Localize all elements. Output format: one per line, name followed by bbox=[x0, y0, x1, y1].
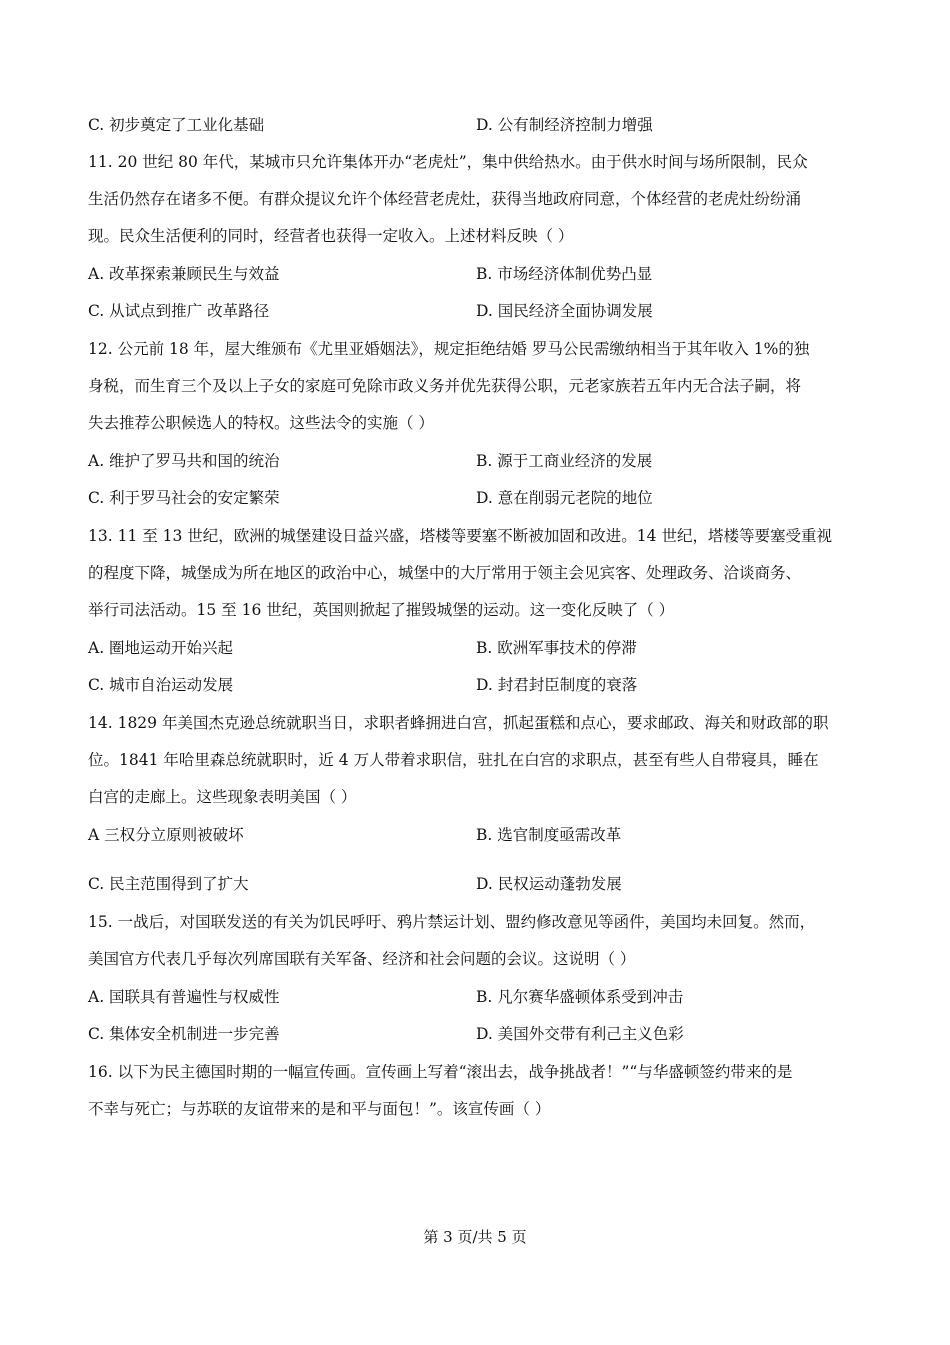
q11-option-b: B. 市场经济体制优势凸显 bbox=[476, 265, 653, 283]
q11-stem-line-3: 现。民众生活便利的同时，经营者也获得一定收入。上述材料反映（ ） bbox=[88, 227, 574, 245]
q12-stem-line-3: 失去推荐公职候选人的特权。这些法令的实施（ ） bbox=[88, 414, 434, 432]
q11-option-c: C. 从试点到推广 改革路径 bbox=[88, 302, 270, 320]
q15-option-a: A. 国联具有普遍性与权威性 bbox=[88, 988, 280, 1006]
page-number-footer: 第 3 页/共 5 页 bbox=[423, 1228, 527, 1246]
q12-stem-line-2: 身税，而生育三个及以上子女的家庭可免除市政义务并优先获得公职，元老家族若五年内无合法子嗣，将 bbox=[88, 377, 802, 395]
q14-option-d: D. 民权运动蓬勃发展 bbox=[476, 875, 622, 893]
q15-option-d: D. 美国外交带有利己主义色彩 bbox=[476, 1025, 684, 1043]
q12-option-d: D. 意在削弱元老院的地位 bbox=[476, 489, 653, 507]
q14-stem-line-3: 白宫的走廊上。这些现象表明美国（ ） bbox=[88, 788, 357, 806]
q16-stem-line-1: 16. 以下为民主德国时期的一幅宣传画。宣传画上写着“滚出去，战争挑战者！”“与华盛顿签约带来的是 bbox=[88, 1063, 793, 1081]
q12-option-b: B. 源于工商业经济的发展 bbox=[476, 452, 653, 470]
q15-option-b: B. 凡尔赛华盛顿体系受到冲击 bbox=[476, 988, 684, 1006]
q15-stem-line-2: 美国官方代表几乎每次列席国联有关军备、经济和社会问题的会议。这说明（ ） bbox=[88, 950, 636, 968]
q16-stem-line-2: 不幸与死亡；与苏联的友谊带来的是和平与面包！”。该宣传画（ ） bbox=[88, 1100, 551, 1118]
q13-option-c: C. 城市自治运动发展 bbox=[88, 676, 234, 694]
q12-option-a: A. 维护了罗马共和国的统治 bbox=[88, 452, 280, 470]
q12-stem-line-1: 12. 公元前 18 年，屋大维颁布《尤里亚婚姻法》，规定拒绝结婚 罗马公民需缴纳相当于其年收入 1%的独 bbox=[88, 340, 810, 358]
q14-option-a: A 三权分立原则被破坏 bbox=[88, 826, 244, 844]
q14-option-c: C. 民主范围得到了扩大 bbox=[88, 875, 249, 893]
q11-option-d: D. 国民经济全面协调发展 bbox=[476, 302, 653, 320]
q13-stem-line-1: 13. 11 至 13 世纪，欧洲的城堡建设日益兴盛，塔楼等要塞不断被加固和改进。14 世纪，塔楼等要塞受重视 bbox=[88, 527, 832, 545]
q15-stem-line-1: 15. 一战后，对国联发送的有关为饥民呼吁、鸦片禁运计划、盟约修改意见等函件，美国均未回复。然而， bbox=[88, 913, 816, 931]
q12-option-c: C. 利于罗马社会的安定繁荣 bbox=[88, 489, 280, 507]
q11-stem-line-2: 生活仍然存在诸多不便。有群众提议允许个体经营老虎灶，获得当地政府同意，个体经营的老虎灶纷纷涌 bbox=[88, 190, 802, 208]
q13-option-d: D. 封君封臣制度的衰落 bbox=[476, 676, 638, 694]
q13-stem-line-3: 举行司法活动。15 至 16 世纪，英国则掀起了摧毁城堡的运动。这一变化反映了（ ） bbox=[88, 601, 675, 619]
q13-option-a: A. 圈地运动开始兴起 bbox=[88, 639, 234, 657]
q13-option-b: B. 欧洲军事技术的停滞 bbox=[476, 639, 637, 657]
q14-stem-line-2: 位。1841 年哈里森总统就职时，近 4 万人带着求职信，驻扎在白宫的求职点，甚至有些人自带寝具，睡在 bbox=[88, 751, 819, 769]
q10-option-c: C. 初步奠定了工业化基础 bbox=[88, 116, 265, 134]
q14-stem-line-1: 14. 1829 年美国杰克逊总统就职当日，求职者蜂拥进白宫，抓起蛋糕和点心，要求邮政、海关和财政部的职 bbox=[88, 714, 829, 732]
q10-option-d: D. 公有制经济控制力增强 bbox=[476, 116, 653, 134]
q14-option-b: B. 选官制度亟需改革 bbox=[476, 826, 622, 844]
q11-stem-line-1: 11. 20 世纪 80 年代，某城市只允许集体开办“老虎灶”，集中供给热水。由于供水时间与场所限制，民众 bbox=[88, 153, 808, 171]
q15-option-c: C. 集体安全机制进一步完善 bbox=[88, 1025, 280, 1043]
q13-stem-line-2: 的程度下降，城堡成为所在地区的政治中心，城堡中的大厅常用于领主会见宾客、处理政务、洽谈商务、 bbox=[88, 564, 802, 582]
q11-option-a: A. 改革探索兼顾民生与效益 bbox=[88, 265, 280, 283]
